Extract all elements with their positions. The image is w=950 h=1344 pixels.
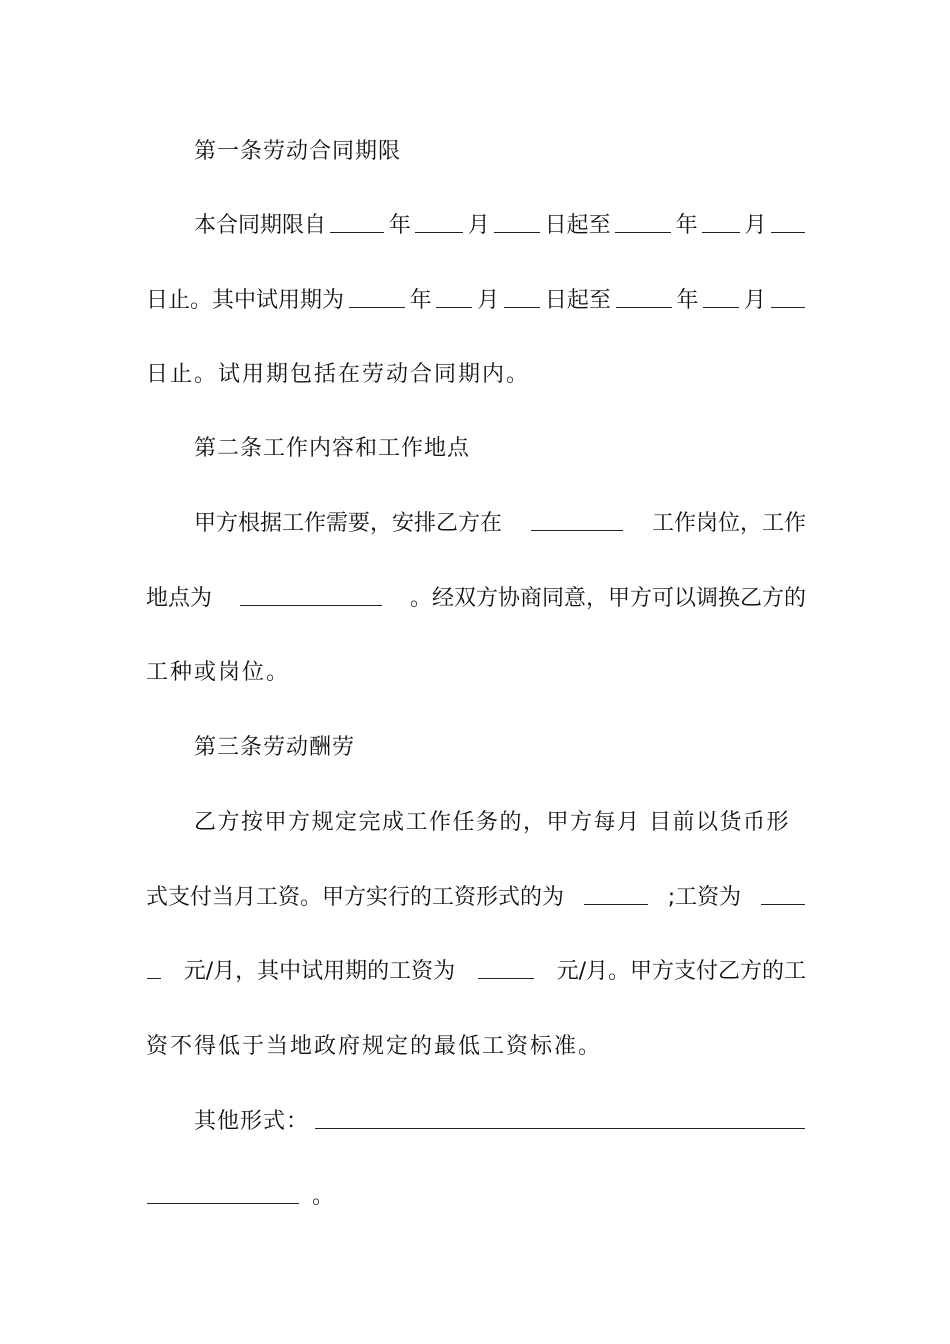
blank-field — [703, 283, 739, 308]
blank-field — [436, 283, 472, 308]
blank-field — [615, 208, 671, 233]
text-segment: 地点为 — [146, 586, 213, 611]
article2-line1 — [194, 506, 806, 542]
text-segment: 年 — [676, 288, 699, 313]
other-form-line — [194, 1104, 806, 1140]
text-segment: 日起至 — [544, 288, 611, 313]
article3-line2 — [146, 880, 806, 916]
article3-line3 — [146, 954, 806, 990]
text-segment: 日止。其中试用期为 — [146, 288, 345, 313]
blank-field — [702, 208, 740, 233]
blank-field — [504, 283, 540, 308]
text-segment: 式支付当月工资。甲方实行的工资形式的为 — [146, 885, 565, 910]
blank-field — [478, 954, 534, 979]
blank-field — [147, 954, 161, 979]
period-mark: 。 — [312, 1184, 337, 1209]
text-segment: 元/月。甲方支付乙方的工 — [556, 959, 806, 984]
article1-line3: 日止。试用期包括在劳动合同期内。 — [146, 362, 531, 387]
text-segment: 年 — [409, 288, 432, 313]
article1-line2 — [146, 283, 806, 319]
blank-field — [771, 208, 805, 233]
blank-field — [761, 880, 805, 905]
blank-field — [494, 208, 540, 233]
article3-line4: 资不得低于当地政府规定的最低工资标准。 — [146, 1034, 603, 1059]
blank-field — [315, 1104, 805, 1129]
blank-field — [771, 283, 805, 308]
article2-heading: 第二条工作内容和工作地点 — [194, 436, 471, 461]
text-segment: 甲方根据工作需要，安排乙方在 — [194, 511, 503, 536]
text-segment: 日起至 — [544, 213, 611, 238]
article3-heading: 第三条劳动酬劳 — [194, 735, 356, 760]
article1-heading: 第一条劳动合同期限 — [194, 139, 402, 164]
other-form-line-end — [146, 1179, 806, 1215]
article2-line2 — [146, 581, 806, 617]
blank-field — [349, 283, 405, 308]
text-segment: 年 — [388, 213, 411, 238]
article3-line1: 乙方按甲方规定完成工作任务的，甲方每月 目前以货币形 — [194, 810, 790, 835]
article1-line1 — [194, 208, 806, 244]
text-segment: ;工资为 — [667, 885, 742, 910]
blank-field — [147, 1179, 299, 1204]
blank-field — [531, 506, 623, 531]
text-segment: 。经双方协商同意，甲方可以调换乙方的 — [409, 586, 806, 611]
article2-line3: 工种或岗位。 — [146, 660, 291, 685]
blank-field — [616, 283, 672, 308]
text-segment: 月 — [744, 213, 767, 238]
text-segment: 年 — [675, 213, 698, 238]
text-segment: 月 — [744, 288, 767, 313]
other-form-label: 其他形式： — [194, 1109, 310, 1134]
blank-field — [240, 581, 382, 606]
blank-field — [584, 880, 648, 905]
text-segment: 月 — [477, 288, 500, 313]
text-segment: 月 — [467, 213, 490, 238]
blank-field — [415, 208, 463, 233]
text-segment: 元/月，其中试用期的工资为 — [183, 959, 456, 984]
text-segment: 本合同期限自 — [194, 213, 327, 238]
blank-field — [330, 208, 384, 233]
text-segment: 工作岗位，工作 — [651, 511, 806, 536]
